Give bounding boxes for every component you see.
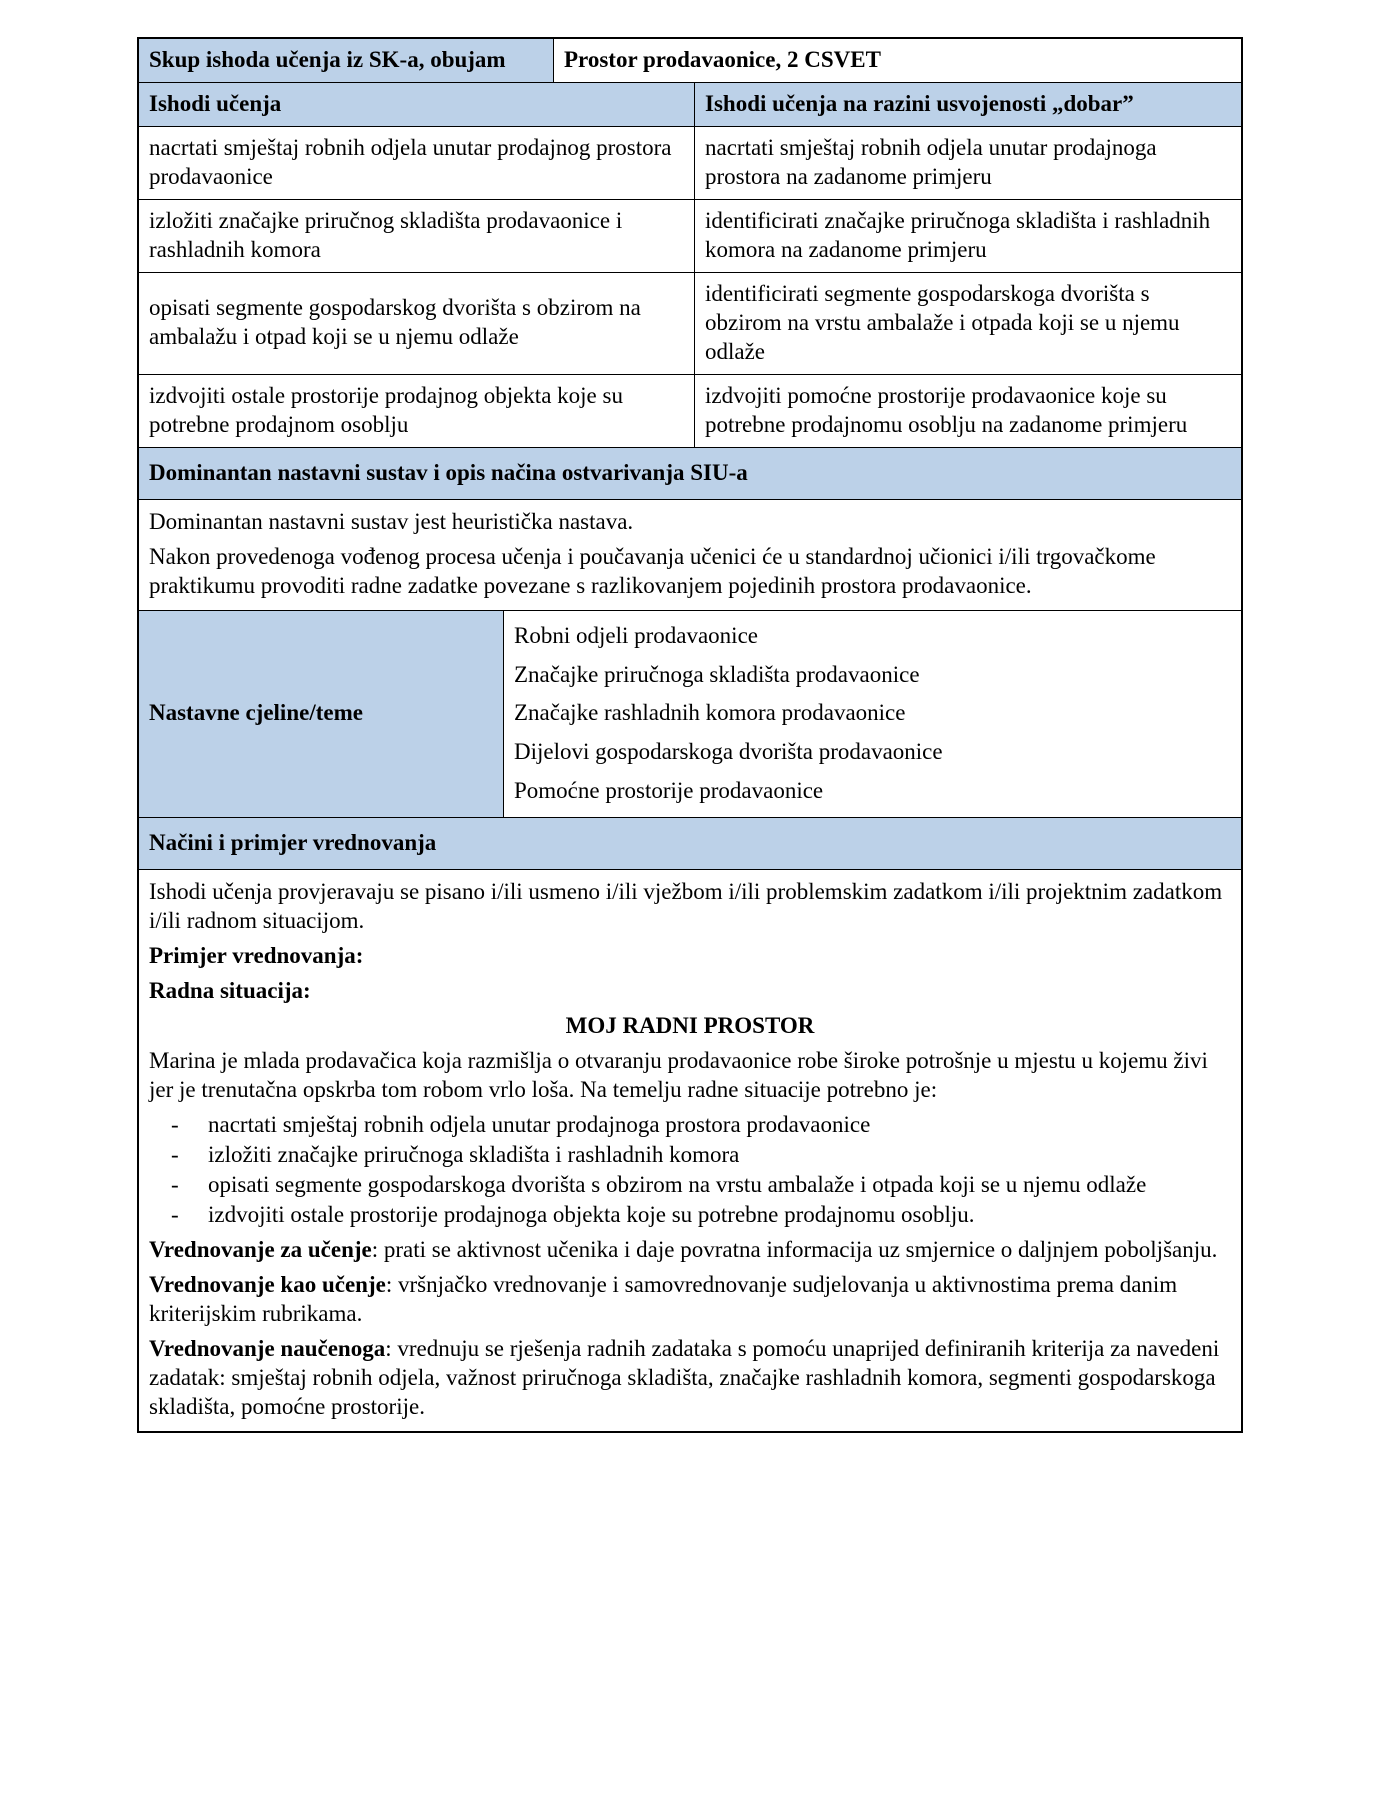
outcomes-header-right-cell: Ishodi učenja na razini usvojenosti „dobar” [694, 83, 1241, 126]
outcome-4-left-cell: izdvojiti ostale prostorije prodajnog objekta koje su potrebne prodajnom osoblju [149, 382, 623, 437]
assessment-of-learned [149, 1335, 1231, 1422]
curriculum-table [137, 37, 1243, 1433]
evaluation-example-label: Primjer vrednovanja: [149, 943, 364, 969]
table-row-evaluation-body [139, 869, 1241, 1430]
topic-item-4: Dijelovi gospodarskoga dvorišta prodavaonice [514, 739, 943, 765]
outcome-2-right-cell: identificirati značajke priručnoga skladišta i rashladnih komora na zadanome primjeru [694, 200, 1241, 272]
dominant-section-body [139, 500, 1241, 610]
topics-list-cell [503, 611, 1241, 818]
table-row-outcome-2 [139, 199, 1241, 272]
task-item-1 [171, 1111, 1231, 1140]
title-label-cell: Skup ishoda učenja iz SK-a, obujam [139, 39, 553, 82]
topic-item-5: Pomoćne prostorije prodavaonice [514, 778, 824, 804]
outcome-3-left-cell: opisati segmente gospodarskog dvorišta s obzirom na ambalažu i otpad koji se u njemu odlaže [149, 295, 641, 350]
situation-task-list [149, 1111, 1231, 1230]
outcomes-header-left-cell: Ishodi učenja [139, 83, 694, 126]
outcome-1-right-cell: nacrtati smještaj robnih odjela unutar prodajnoga prostora na zadanome primjeru [694, 127, 1241, 199]
assessment-as-learning [149, 1271, 1231, 1329]
title-value-cell: Prostor prodavaonice, 2 CSVET [553, 39, 1241, 82]
outcome-1-left-cell: nacrtati smještaj robnih odjela unutar prodajnog prostora prodavaonice [149, 134, 672, 189]
task-text: opisati segmente gospodarskoga dvorišta s obzirom na vrstu ambalaže i otpada koji se u njemu odlaže [208, 1172, 1147, 1198]
task-dash: - [171, 1142, 179, 1168]
assessment-label: Vrednovanje za učenje [149, 1237, 372, 1262]
evaluation-situation-label: Radna situacija: [149, 978, 311, 1004]
assessment-for-learning [149, 1236, 1231, 1265]
assessment-label: Vrednovanje naučenoga [149, 1335, 386, 1361]
table-row-topics [139, 610, 1241, 818]
task-item-2 [171, 1141, 1231, 1170]
table-row-outcome-3 [139, 272, 1241, 374]
task-item-3 [171, 1171, 1231, 1200]
situation-title: MOJ RADNI PROSTOR [565, 1013, 815, 1039]
evaluation-intro: Ishodi učenja provjeravaju se pisano i/ili usmeno i/ili vježbom i/ili problemskim zadatkom i/ili projektnim zadatkom i/ili radnom situacijom. [149, 879, 1223, 934]
assessment-text: : vrednuju se rješenja radnih zadataka s pomoću unaprijed definiranih kriterija za navedeni zadatak: smještaj robnih odjela, važnost priručnoga skladišta, značajke rashladnih komora, segmenti gospodarskoga skladišta, pomoćne prostorije. [149, 1335, 1220, 1419]
table-row-evaluation-header [139, 817, 1241, 869]
dominant-paragraph-2: Nakon provedenoga vođenog procesa učenja i poučavanja učenici će u standardnoj učionici i/ili trgovačkome praktikumu provoditi radne zadatke povezane s razlikovanjem pojedinih prostora prodavaonice. [149, 543, 1156, 598]
table-row-dominant-body [139, 499, 1241, 610]
assessment-text: : prati se aktivnost učenika i daje povratna informacija uz smjernice o daljnjem poboljšanju. [371, 1237, 1218, 1262]
dominant-paragraph-1: Dominantan nastavni sustav jest heuristička nastava. [149, 508, 634, 534]
assessment-text: : vršnjačko vrednovanje i samovrednovanje sudjelovanja u aktivnostima prema danim kriterijskim rubrikama. [149, 1271, 1178, 1326]
evaluation-section-header: Načini i primjer vrednovanja [139, 818, 1241, 869]
table-row-outcome-1 [139, 126, 1241, 199]
task-dash: - [171, 1202, 179, 1228]
table-row-dominant-header [139, 447, 1241, 499]
situation-text: Marina je mlada prodavačica koja razmišlja o otvaranju prodavaonice robe široke potrošnje u mjestu u kojemu živi jer je trenutačna opskrba tom robom vrlo loša. Na temelju radne situacije potrebno je: [149, 1048, 1208, 1103]
evaluation-section-body [139, 870, 1241, 1430]
topic-item-2: Značajke priručnoga skladišta prodavaonice [514, 661, 920, 687]
task-text: nacrtati smještaj robnih odjela unutar prodajnoga prostora prodavaonice [208, 1112, 871, 1138]
task-dash: - [171, 1112, 179, 1138]
task-text: izdvojiti ostale prostorije prodajnoga objekta koje su potrebne prodajnomu osoblju. [208, 1202, 975, 1228]
table-row-outcome-4 [139, 374, 1241, 447]
assessment-label: Vrednovanje kao učenje [149, 1271, 386, 1297]
task-dash: - [171, 1172, 179, 1198]
topic-item-3: Značajke rashladnih komora prodavaonice [514, 700, 906, 726]
task-item-4 [171, 1201, 1231, 1230]
outcome-3-right-cell: identificirati segmente gospodarskoga dvorišta s obzirom na vrstu ambalaže i otpada koji se u njemu odlaže [694, 273, 1241, 374]
outcome-2-left-cell: izložiti značajke priručnog skladišta prodavaonice i rashladnih komora [149, 207, 623, 262]
table-row-outcomes-header [139, 82, 1241, 126]
dominant-section-header: Dominantan nastavni sustav i opis načina ostvarivanja SIU-a [139, 448, 1241, 499]
outcome-4-right-cell: izdvojiti pomoćne prostorije prodavaonice koje su potrebne prodajnomu osoblju na zadanome primjeru [694, 375, 1241, 447]
topics-label-cell: Nastavne cjeline/teme [139, 611, 503, 818]
topic-item-1: Robni odjeli prodavaonice [514, 622, 758, 648]
table-row-title [139, 39, 1241, 82]
task-text: izložiti značajke priručnoga skladišta i rashladnih komora [208, 1142, 740, 1168]
